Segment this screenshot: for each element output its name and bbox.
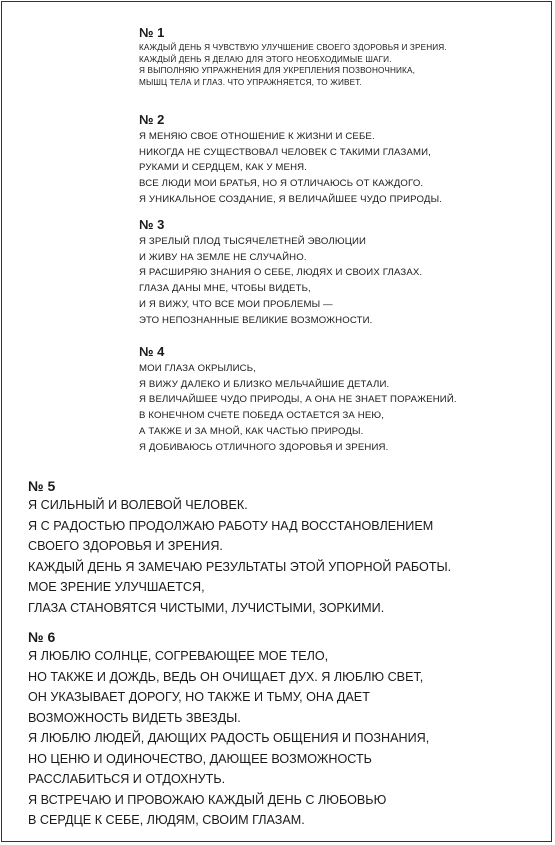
text-line: И Я ВИЖУ, ЧТО ВСЕ МОИ ПРОБЛЕМЫ — (139, 298, 333, 310)
affirmation-section-1 (139, 26, 447, 88)
text-line: Я ДОБИВАЮСЬ ОТЛИЧНОГО ЗДОРОВЬЯ И ЗРЕНИЯ. (139, 441, 389, 453)
text-line: Я МЕНЯЮ СВОЕ ОТНОШЕНИЕ К ЖИЗНИ И СЕБЕ. (139, 131, 375, 142)
text-line: СВОЕГО ЗДОРОВЬЯ И ЗРЕНИЯ. (28, 539, 223, 553)
text-line: ГЛАЗА ДАНЫ МНЕ, ЧТОБЫ ВИДЕТЬ, (139, 283, 311, 295)
text-line: Я ЗРЕЛЫЙ ПЛОД ТЫСЯЧЕЛЕТНЕЙ ЭВОЛЮЦИИ (139, 236, 367, 247)
text-line: РУКАМИ И СЕРДЦЕМ, КАК У МЕНЯ. (139, 162, 308, 174)
text-line: РАССЛАБИТЬСЯ И ОТДОХНУТЬ. (28, 772, 226, 786)
text-line: ВОЗМОЖНОСТЬ ВИДЕТЬ ЗВЕЗДЫ. (28, 710, 241, 725)
text-line: Я ВИЖУ ДАЛЕКО И БЛИЗКО МЕЛЬЧАЙШИЕ ДЕТАЛИ. (139, 378, 390, 390)
text-line: ВСЕ ЛЮДИ МОИ БРАТЬЯ, НО Я ОТЛИЧАЮСЬ ОТ КАЖДОГО. (139, 178, 424, 190)
text-line: Я ВСТРЕЧАЮ И ПРОВОЖАЮ КАЖДЫЙ ДЕНЬ С ЛЮБОВЬЮ (28, 792, 387, 807)
section-number: № 3 (139, 217, 165, 232)
text-line: НО ТАКЖЕ И ДОЖДЬ, ВЕДЬ ОН ОЧИЩАЕТ ДУХ. Я ЛЮБЛЮ СВЕТ, (28, 669, 424, 684)
text-line: НИКОГДА НЕ СУЩЕСТВОВАЛ ЧЕЛОВЕК С ТАКИМИ ГЛАЗАМИ, (139, 146, 431, 158)
text-line: Я СИЛЬНЫЙ И ВОЛЕВОЙ ЧЕЛОВЕК. (28, 498, 248, 512)
text-line: МОЕ ЗРЕНИЕ УЛУЧШАЕТСЯ, (28, 580, 205, 594)
text-line: Я ЛЮБЛЮ ЛЮДЕЙ, ДАЮЩИХ РАДОСТЬ ОБЩЕНИЯ И ПОЗНАНИЯ, (28, 731, 430, 745)
text-line: В СЕРДЦЕ К СЕБЕ, ЛЮДЯМ, СВОИМ ГЛАЗАМ. (28, 813, 305, 827)
text-line: В КОНЕЧНОМ СЧЕТЕ ПОБЕДА ОСТАЕТСЯ ЗА НЕЮ, (139, 410, 385, 422)
affirmation-section-3 (139, 218, 422, 328)
text-line: КАЖДЫЙ ДЕНЬ Я ДЕЛАЮ ДЛЯ ЭТОГО НЕОБХОДИМЫЕ ШАГИ. (139, 54, 392, 64)
affirmation-section-4 (139, 345, 457, 455)
text-line: ГЛАЗА СТАНОВЯТСЯ ЧИСТЫМИ, ЛУЧИСТЫМИ, ЗОРКИМИ. (28, 600, 385, 615)
section-number: № 6 (28, 629, 56, 645)
text-line: НО ЦЕНЮ И ОДИНОЧЕСТВО, ДАЮЩЕЕ ВОЗМОЖНОСТЬ (28, 751, 372, 766)
text-line: И ЖИВУ НА ЗЕМЛЕ НЕ СЛУЧАЙНО. (139, 251, 307, 263)
text-line: А ТАКЖЕ И ЗА МНОЙ, КАК ЧАСТЬЮ ПРИРОДЫ. (139, 425, 364, 437)
text-line: ОН УКАЗЫВАЕТ ДОРОГУ, НО ТАКЖЕ И ТЬМУ, ОНА ДАЕТ (28, 690, 370, 704)
affirmation-section-6 (28, 630, 429, 831)
text-line: КАЖДЫЙ ДЕНЬ Я ЧУВСТВУЮ УЛУЧШЕНИЕ СВОЕГО ЗДОРОВЬЯ И ЗРЕНИЯ. (139, 43, 447, 52)
text-line: Я УНИКАЛЬНОЕ СОЗДАНИЕ, Я ВЕЛИЧАЙШЕЕ ЧУДО ПРИРОДЫ. (139, 193, 443, 205)
section-number: № 1 (139, 25, 165, 40)
affirmation-section-5 (28, 479, 451, 618)
affirmation-section-2 (139, 113, 442, 208)
section-number: № 4 (139, 344, 165, 359)
text-line: ЭТО НЕПОЗНАННЫЕ ВЕЛИКИЕ ВОЗМОЖНОСТИ. (139, 314, 373, 326)
text-line: Я ВЕЛИЧАЙШЕЕ ЧУДО ПРИРОДЫ, А ОНА НЕ ЗНАЕТ ПОРАЖЕНИЙ. (139, 394, 457, 406)
text-line: Я РАСШИРЯЮ ЗНАНИЯ О СЕБЕ, ЛЮДЯХ И СВОИХ ГЛАЗАХ. (139, 267, 423, 279)
text-line: Я ЛЮБЛЮ СОЛНЦЕ, СОГРЕВАЮЩЕЕ МОЕ ТЕЛО, (28, 649, 329, 663)
text-line: Я ВЫПОЛНЯЮ УПРАЖНЕНИЯ ДЛЯ УКРЕПЛЕНИЯ ПОЗВОНОЧНИКА, (139, 66, 415, 75)
section-number: № 2 (139, 112, 165, 127)
text-line: КАЖДЫЙ ДЕНЬ Я ЗАМЕЧАЮ РЕЗУЛЬТАТЫ ЭТОЙ УПОРНОЙ РАБОТЫ. (28, 559, 452, 574)
text-line: МОИ ГЛАЗА ОКРЫЛИСЬ, (139, 363, 256, 374)
section-number: № 5 (28, 478, 56, 494)
text-line: МЫШЦ ТЕЛА И ГЛАЗ. ЧТО УПРАЖНЯЕТСЯ, ТО ЖИВЕТ. (139, 77, 362, 87)
text-line: Я С РАДОСТЬЮ ПРОДОЛЖАЮ РАБОТУ НАД ВОССТАНОВЛЕНИЕМ (28, 518, 434, 533)
